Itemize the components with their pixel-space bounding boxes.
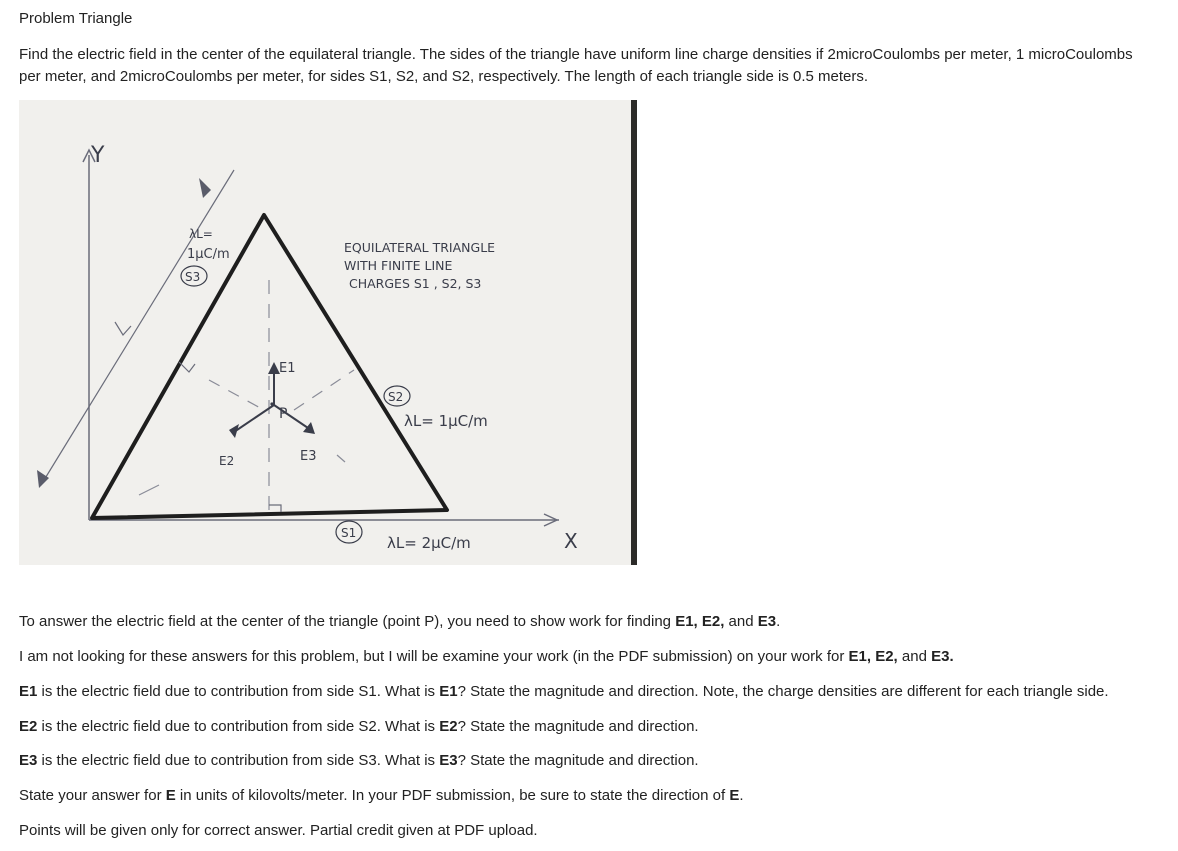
e2-vector (234, 405, 274, 432)
q3-bold-1: E1 (19, 683, 38, 700)
q6-text-2: in units of kilovolts/meter. In your PDF submission, be sure to state the direction of (175, 787, 730, 804)
triangle-diagram (19, 100, 637, 565)
point-p-dot (270, 402, 273, 405)
q4-bold-1: E2 (19, 718, 38, 735)
e1-label: E1 (279, 361, 296, 376)
q5-bold-1: E3 (19, 752, 38, 769)
guide-arrow-top (199, 178, 211, 198)
q5-text: is the electric field due to contribution from side S3. What is (37, 752, 440, 769)
s2-density: λL= 1μC/m (404, 412, 488, 430)
q1-text: To answer the electric field at the center of the triangle (point P), you need to show work for finding (19, 613, 676, 630)
q4-bold-2: E2 (439, 718, 458, 735)
right-angle-mark (269, 505, 281, 512)
q7-text: Points will be given only for correct answer. Partial credit given at PDF upload. (19, 822, 538, 839)
question-2 (19, 648, 954, 665)
q5-text-2: ? State the magnitude and direction. (457, 752, 699, 769)
s1-density: λL= 2μC/m (387, 534, 471, 552)
e2-label: E2 (219, 454, 235, 468)
photo-edge (631, 100, 637, 565)
q1-bold-1: E1, E2, (675, 613, 725, 630)
q2-text-2: and (897, 648, 932, 665)
q1-text-3: . (776, 613, 781, 630)
q6-text: State your answer for (19, 787, 166, 804)
y-axis-label: Y (91, 143, 105, 168)
e3-label: E3 (300, 449, 317, 464)
q6-bold-1: E (165, 787, 176, 804)
q1-bold-2: E3 (757, 613, 777, 630)
problem-title: Problem Triangle (19, 10, 133, 27)
note-line-1: EQUILATERAL TRIANGLE (344, 240, 496, 255)
question-1 (19, 613, 780, 630)
q6-bold-2: E (729, 787, 740, 804)
diagram-drawing (19, 100, 637, 565)
q2-bold-2: E3. (931, 648, 954, 665)
note-line-3: CHARGES S1 , S2, S3 (349, 276, 482, 291)
guide-arrow-left (37, 470, 49, 488)
point-p-label: P (279, 406, 288, 422)
q3-text: is the electric field due to contribution from side S1. What is (37, 683, 440, 700)
guide-tick (115, 322, 131, 335)
question-6 (19, 787, 744, 804)
e2-arrowhead (229, 424, 239, 438)
question-3 (19, 683, 1109, 700)
question-7 (19, 822, 538, 839)
q2-text: I am not looking for these answers for this problem, but I will be examine your work (in the PDF submission) on your work for (19, 648, 849, 665)
x-axis-label: X (564, 529, 578, 553)
question-5 (19, 752, 699, 769)
note-line-2: WITH FINITE LINE (344, 258, 453, 273)
q6-text-3: . (739, 787, 744, 804)
e3-arrowhead (303, 422, 315, 434)
q1-text-2: and (724, 613, 758, 630)
question-4 (19, 718, 699, 735)
q3-bold-2: E1 (439, 683, 458, 700)
q2-bold-1: E1, E2, (848, 648, 898, 665)
s1-label: S1 (341, 526, 357, 540)
q4-text: is the electric field due to contribution from side S2. What is (37, 718, 440, 735)
dash-mark-1 (139, 485, 159, 495)
s3-density-line-1: λL= (189, 227, 213, 241)
q4-text-2: ? State the magnitude and direction. (457, 718, 699, 735)
bisector-left (209, 380, 264, 410)
s2-label: S2 (388, 390, 404, 404)
bisector-right (294, 370, 354, 410)
s3-label: S3 (185, 270, 201, 284)
problem-statement: Find the electric field in the center of the equilateral triangle. The sides of the triangle have uniform line charge densities if 2microCoulombs per meter, 1 microCoulombs per meter, and 2microCoulombs per meter, for sides S1, S2, and S2, respectively. The length of each triangle side is 0.5 meters. (19, 46, 1133, 85)
q3-text-2: ? State the magnitude and direction. Note, the charge densities are different for each triangle side. (457, 683, 1109, 700)
s3-density-line-2: 1μC/m (187, 247, 230, 262)
q5-bold-2: E3 (439, 752, 458, 769)
dash-mark-2 (337, 455, 345, 462)
